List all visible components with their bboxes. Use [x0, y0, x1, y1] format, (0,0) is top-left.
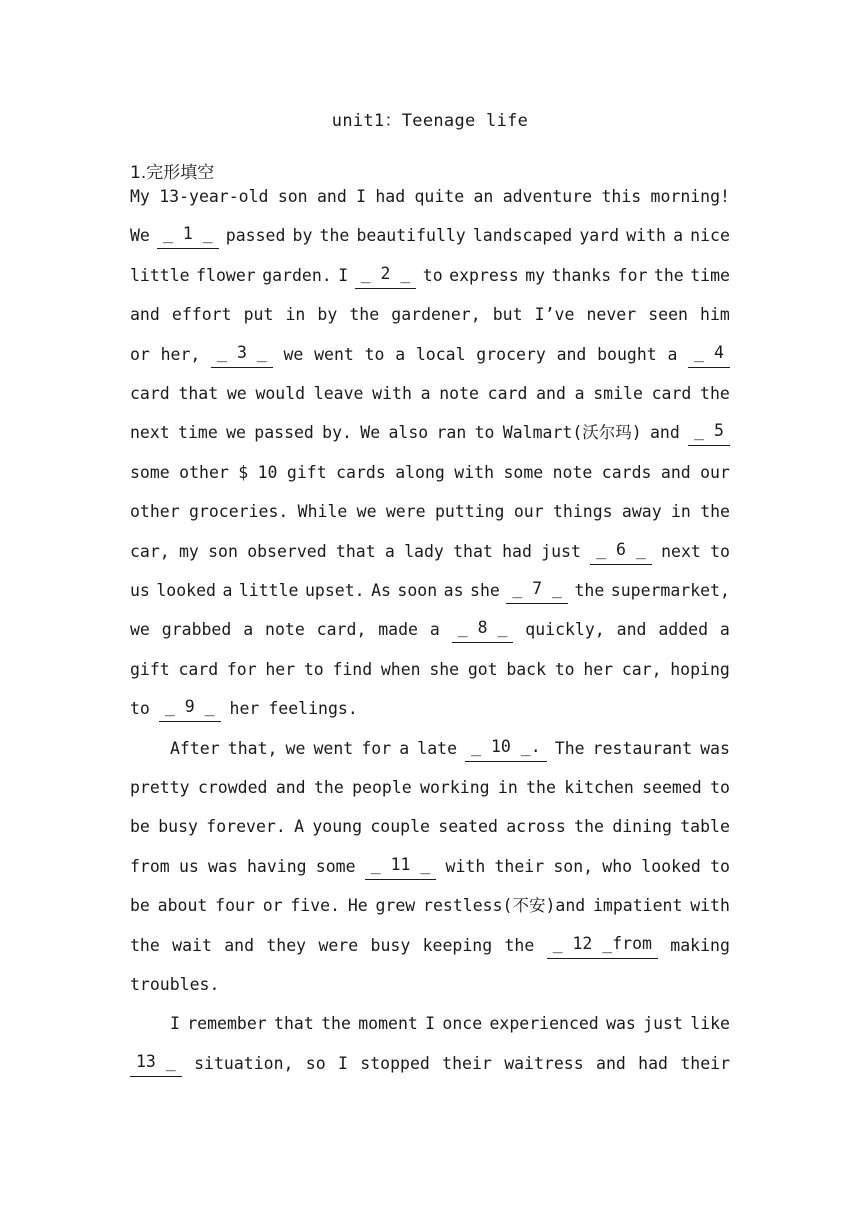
word: next	[130, 423, 170, 443]
word: back	[506, 659, 547, 679]
word: next	[661, 541, 701, 561]
word: leave	[313, 384, 364, 403]
answer-blank: _ 3 _	[211, 342, 273, 368]
word: 10	[257, 462, 278, 482]
word: impatient	[592, 896, 683, 916]
word: to	[303, 659, 324, 679]
document-title: unit1：Teenage life	[331, 111, 529, 131]
word: note	[439, 384, 479, 403]
word: was	[606, 1014, 636, 1034]
answer-blank: 13 _	[130, 1051, 182, 1077]
word: would	[255, 384, 306, 403]
word: to	[710, 541, 730, 561]
word: beautifully	[356, 226, 466, 246]
word: making	[670, 935, 730, 955]
passage-line	[130, 775, 730, 801]
word: seen	[648, 305, 688, 325]
passage-line	[130, 893, 730, 919]
word: and	[649, 423, 680, 443]
passage-line	[130, 263, 730, 289]
word: some	[503, 462, 544, 482]
word: made	[378, 620, 418, 640]
word: situation,	[194, 1053, 294, 1073]
answer-blank: _ 6 _	[590, 539, 652, 565]
word: and	[275, 778, 306, 797]
passage-line	[130, 381, 730, 407]
word: she	[470, 581, 500, 600]
word: gardener,	[391, 305, 481, 325]
word: time	[178, 423, 218, 443]
answer-blank: _ 9 _	[159, 696, 221, 722]
word: stopped	[360, 1053, 430, 1073]
word: was	[700, 738, 730, 758]
word: My	[130, 187, 150, 206]
word: things	[552, 502, 613, 522]
word: we	[285, 738, 306, 758]
word: waitress	[504, 1053, 584, 1073]
word: the	[313, 778, 344, 797]
word: seemed	[642, 778, 702, 797]
answer-blank: _ 8 _	[452, 617, 514, 643]
word: grocery	[476, 344, 546, 364]
word: grabbed	[161, 620, 232, 640]
word: After	[170, 738, 220, 758]
word: an	[473, 187, 494, 206]
word: thanks	[551, 265, 612, 285]
word: their	[442, 1053, 492, 1073]
word: the	[700, 502, 730, 522]
passage-line	[130, 184, 730, 210]
word: remember	[187, 1014, 267, 1034]
word: him	[700, 305, 730, 325]
passage-line	[130, 933, 730, 959]
word: put	[243, 305, 274, 325]
word: I	[425, 1014, 436, 1034]
word: the	[700, 384, 730, 403]
word: a	[673, 226, 684, 246]
answer-blank: _ 11 _	[365, 854, 437, 880]
answer-blank: _ 4	[688, 342, 730, 368]
word: troubles.	[130, 975, 220, 994]
word: lady	[404, 541, 444, 561]
word: once	[442, 1014, 483, 1034]
word: smile	[593, 384, 643, 403]
word: but	[492, 305, 523, 325]
word: other	[130, 502, 180, 522]
section-heading: 1.完形填空	[130, 163, 215, 183]
word: she	[429, 659, 460, 679]
word: the	[349, 305, 380, 325]
passage-line	[130, 657, 730, 683]
word: had	[502, 541, 532, 561]
word: landscaped	[472, 226, 573, 246]
word: four	[215, 896, 255, 916]
word: a	[384, 541, 395, 561]
word: experienced	[489, 1014, 599, 1034]
word: working	[420, 778, 490, 797]
word: her	[229, 699, 260, 719]
word: went	[314, 344, 354, 364]
word: looked	[641, 856, 701, 876]
word: We	[360, 423, 381, 443]
word: I’ve	[534, 305, 575, 325]
word: this	[601, 187, 642, 206]
word: their	[680, 1053, 730, 1073]
word: with	[626, 226, 666, 246]
word: grew	[375, 896, 416, 916]
word: I	[338, 1053, 348, 1073]
word: five.	[290, 896, 341, 916]
passage-line	[130, 972, 730, 998]
word: some	[315, 856, 356, 876]
word: As	[371, 581, 391, 600]
word: and	[616, 620, 647, 640]
word: He	[347, 896, 368, 916]
word: a	[719, 620, 730, 640]
word: to	[422, 265, 443, 285]
word: keeping	[422, 935, 493, 955]
word: passed	[254, 423, 314, 443]
word: our	[700, 462, 730, 482]
word: time	[690, 265, 730, 285]
word: local	[415, 344, 466, 364]
passage-line	[130, 499, 730, 525]
passage-line	[130, 696, 730, 722]
word: nice	[690, 226, 730, 246]
word: hoping	[670, 659, 730, 679]
word: a	[667, 344, 678, 364]
word: crowded	[197, 778, 268, 797]
word: added	[658, 620, 709, 640]
word: by	[292, 226, 313, 246]
word: that	[453, 541, 493, 561]
word: young	[312, 817, 363, 837]
passage-line	[130, 460, 730, 486]
word: to	[474, 423, 495, 443]
word: upset.	[304, 581, 365, 600]
word: we	[226, 423, 246, 443]
word: little	[130, 265, 190, 285]
word: gift	[130, 659, 170, 679]
passage-line	[130, 223, 730, 249]
word: in	[285, 305, 306, 325]
word: putting	[434, 502, 505, 522]
word: and	[660, 462, 691, 482]
word: dining	[612, 817, 672, 837]
word: feelings.	[268, 699, 358, 719]
answer-blank: _ 5	[688, 420, 730, 446]
word: us	[130, 581, 150, 600]
word: with	[372, 384, 412, 403]
word: we	[356, 502, 377, 522]
word: card	[651, 384, 692, 403]
word: cards	[336, 462, 386, 482]
word: car,	[621, 659, 662, 679]
answer-blank: _ 2 _	[355, 263, 417, 289]
word: just	[541, 541, 581, 561]
word: their	[494, 856, 545, 876]
word: son	[277, 187, 308, 206]
word: passed	[225, 226, 286, 246]
word: people	[352, 778, 412, 797]
word: like	[690, 1014, 730, 1034]
word: by	[317, 305, 338, 325]
word: car,	[130, 541, 170, 561]
word: in	[670, 502, 691, 522]
word: and	[224, 935, 255, 955]
word: having	[247, 856, 307, 876]
word: our	[513, 502, 544, 522]
word: the	[130, 935, 160, 955]
word: bought	[597, 344, 657, 364]
word: and	[556, 344, 587, 364]
word: or	[262, 896, 283, 916]
word: with	[445, 856, 486, 876]
word: had	[638, 1053, 668, 1073]
word: across	[506, 817, 566, 837]
word: and	[596, 1053, 626, 1073]
passage-line	[130, 342, 730, 368]
word: to	[364, 344, 385, 364]
passage-line	[130, 420, 730, 446]
word: card	[178, 659, 219, 679]
word: and	[130, 305, 160, 325]
word: went	[313, 738, 354, 758]
word: A	[294, 817, 305, 837]
word: to	[710, 778, 730, 797]
word: who	[602, 856, 633, 876]
word: little	[238, 581, 299, 600]
word: my	[525, 265, 546, 285]
word: garden.	[262, 265, 332, 285]
word: in	[497, 778, 518, 797]
word: to	[710, 856, 730, 876]
word: I	[170, 1014, 180, 1034]
word: effort	[171, 305, 232, 325]
word: soon	[397, 581, 438, 600]
word: the	[574, 817, 604, 837]
word: looked	[156, 581, 216, 600]
word: her	[265, 659, 296, 679]
word: cards	[601, 462, 652, 482]
word: my	[179, 541, 199, 561]
word: got	[467, 659, 498, 679]
word: note	[552, 462, 593, 482]
word: flower	[196, 265, 256, 285]
passage-line	[130, 814, 730, 840]
word: a	[395, 344, 406, 364]
word: busy	[370, 935, 411, 955]
word: express	[449, 265, 519, 285]
word: with	[454, 462, 495, 482]
word: wait	[172, 935, 212, 955]
word: about	[157, 896, 208, 916]
word: yard	[579, 226, 620, 246]
word: late	[417, 738, 458, 758]
word: for	[361, 738, 392, 758]
word: supermarket,	[610, 581, 730, 600]
word: a	[399, 738, 410, 758]
word: by.	[322, 423, 352, 443]
word: 13-year-old	[159, 187, 269, 206]
word: restaurant	[592, 738, 693, 758]
word: ran	[436, 423, 467, 443]
word: quite	[414, 187, 465, 206]
word: the	[653, 265, 684, 285]
word: that	[178, 384, 219, 403]
passage-line	[130, 578, 730, 604]
word: never	[586, 305, 637, 325]
passage-line	[130, 302, 730, 328]
word: they	[266, 935, 307, 955]
word: We	[130, 226, 150, 246]
word: also	[388, 423, 429, 443]
word: card	[487, 384, 528, 403]
word: some	[130, 462, 170, 482]
word: we	[283, 344, 304, 364]
word: had	[375, 187, 406, 206]
word: son	[208, 541, 238, 561]
word: gift	[286, 462, 327, 482]
word: be	[130, 817, 150, 837]
word: a	[420, 384, 431, 403]
word: While	[297, 502, 348, 522]
word: and	[316, 187, 347, 206]
passage-line	[130, 736, 730, 762]
word: $	[238, 462, 249, 482]
word: groceries.	[189, 502, 289, 522]
answer-blank: _ 7 _	[506, 578, 568, 604]
word: The	[554, 738, 585, 758]
word: the	[321, 1014, 351, 1034]
passage-line	[130, 1011, 730, 1037]
word: for	[226, 659, 257, 679]
word: card,	[316, 620, 367, 640]
word: adventure	[502, 187, 593, 206]
word: note	[265, 620, 305, 640]
word: the	[574, 581, 605, 600]
word: restless(不安)and	[423, 896, 586, 916]
passage-line	[130, 539, 730, 565]
word: the	[526, 778, 556, 797]
passage-line	[130, 854, 730, 880]
word: seated	[438, 817, 498, 837]
word: were	[318, 935, 359, 955]
word: to	[130, 699, 150, 719]
passage-line	[130, 617, 730, 643]
word: a	[574, 384, 585, 403]
word: forever.	[206, 817, 286, 837]
word: son,	[553, 856, 594, 876]
word: with	[690, 896, 730, 916]
word: to	[554, 659, 575, 679]
word: I	[338, 265, 349, 285]
word: table	[680, 817, 730, 837]
word: couple	[370, 817, 430, 837]
word: kitchen	[564, 778, 634, 797]
word: when	[380, 659, 421, 679]
word: the	[504, 935, 535, 955]
word: that	[335, 541, 376, 561]
word: we	[226, 384, 247, 403]
word: we	[130, 620, 150, 640]
word: other	[179, 462, 229, 482]
word: that	[274, 1014, 314, 1034]
word: the	[319, 226, 350, 246]
answer-blank: _ 12 _from	[547, 933, 658, 959]
word: that,	[227, 738, 278, 758]
word: along	[395, 462, 445, 482]
word: I	[356, 187, 367, 206]
word: away	[621, 502, 662, 522]
word: busy	[158, 817, 198, 837]
word: just	[643, 1014, 683, 1034]
word: us	[178, 856, 199, 876]
word: so	[305, 1053, 326, 1073]
word: moment	[358, 1014, 418, 1034]
word: a	[222, 581, 233, 600]
word: for	[617, 265, 648, 285]
answer-blank: _ 1 _	[157, 223, 219, 249]
word: as	[443, 581, 464, 600]
word: her,	[160, 344, 201, 364]
word: her	[583, 659, 614, 679]
word: was	[208, 856, 238, 876]
word: morning!	[650, 187, 730, 206]
word: or	[130, 344, 150, 364]
word: pretty	[130, 778, 190, 797]
word: a	[429, 620, 440, 640]
word: be	[130, 896, 150, 916]
word: were	[385, 502, 426, 522]
word: observed	[247, 541, 327, 561]
word: quickly,	[525, 620, 605, 640]
answer-blank: _ 10 _.	[465, 736, 547, 762]
word: and	[536, 384, 566, 403]
word: card	[130, 384, 170, 403]
word: a	[243, 620, 254, 640]
passage-line	[130, 1051, 730, 1077]
word: find	[332, 659, 373, 679]
word: from	[130, 856, 170, 876]
word: Walmart(沃尔玛)	[502, 423, 642, 443]
